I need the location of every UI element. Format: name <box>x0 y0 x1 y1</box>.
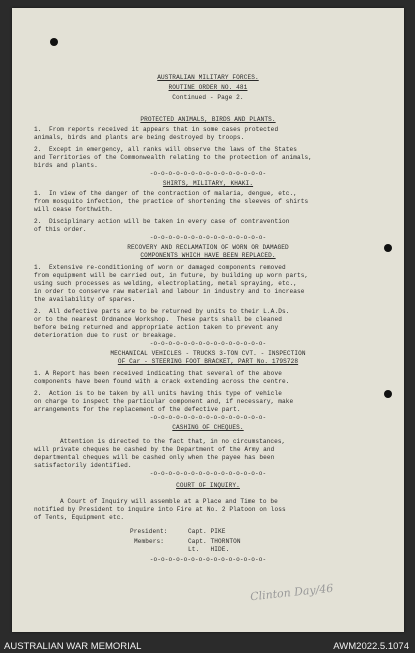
continued-note: Continued - Page 2. <box>172 94 244 101</box>
punch-hole-lower <box>384 390 392 398</box>
animals-p2-l3: birds and plants. <box>34 162 98 169</box>
cheques-l2: will private cheques be cashed by the Department of the Army and <box>34 446 275 453</box>
divider-5: -o-o-o-o-o-o-o-o-o-o-o-o-o-o-o- <box>149 470 267 477</box>
recovery-p1-l2: from equipment will be carried out, in future, by building up worn parts, <box>34 272 309 279</box>
recovery-heading-2: COMPONENTS WHICH HAVE BEEN REPLACED. <box>140 252 276 259</box>
cheques-l3: departmental cheques will be cashed only when the payee has been <box>34 454 275 461</box>
divider-1: -o-o-o-o-o-o-o-o-o-o-o-o-o-o-o- <box>149 170 267 177</box>
inquiry-heading: COURT OF INQUIRY. <box>176 482 240 489</box>
vehicles-p1-l1: 1. A Report has been received indicating that several of the above <box>34 370 282 377</box>
animals-p2-l1: 2. Except in emergency, all ranks will observe the laws of the States <box>34 146 297 153</box>
animals-p2-l2: and Territories of the Commonwealth relating to the protection of animals, <box>34 154 313 161</box>
cheques-l4: satisfactorily identified. <box>34 462 132 469</box>
handwritten-signature: Clinton Day/46 <box>249 581 334 604</box>
vehicles-p2-l2: on charge to inspect the particular component and, if necessary, make <box>34 398 294 405</box>
cheques-l1: Attention is directed to the fact that, in no circumstances, <box>60 438 286 445</box>
member-2: Lt. HIDE. <box>188 546 230 553</box>
recovery-p2-l4: deterioration due to rust or breakage. <box>34 332 177 339</box>
shirts-p1-l3: will cease forthwith. <box>34 206 113 213</box>
recovery-p2-l1: 2. All defective parts are to be returned by units to their L.A.Ds. <box>34 308 290 315</box>
vehicles-heading-2: OF Car - STEERING FOOT BRACKET, PART No. 179S728 <box>117 358 299 365</box>
inquiry-l1: A Court of Inquiry will assemble at a Place and Time to be <box>60 498 278 505</box>
member-1: Capt. THORNTON <box>188 538 241 545</box>
divider-3: -o-o-o-o-o-o-o-o-o-o-o-o-o-o-o- <box>149 340 267 347</box>
document-page <box>12 8 404 632</box>
footer-accession: AWM2022.5.1074 <box>333 641 409 652</box>
vehicles-heading-1: MECHANICAL VEHICLES - TRUCKS 3-TON CVT. - INSPECTION <box>110 350 306 357</box>
punch-hole-top <box>50 38 58 46</box>
recovery-p1-l4: in order to conserve raw material and labour in industry and to increase <box>34 288 305 295</box>
animals-p1-l1: 1. From reports received it appears that in some cases protected <box>34 126 279 133</box>
vehicles-p1-l2: components have been found with a crack extending across the centre. <box>34 378 290 385</box>
animals-p1-l2: animals, birds and plants are being destroyed by troops. <box>34 134 245 141</box>
animals-heading: PROTECTED ANIMALS, BIRDS AND PLANTS. <box>140 116 276 123</box>
recovery-heading-1: RECOVERY AND RECLAMATION OF WORN OR DAMAGED <box>127 244 289 251</box>
footer-source: AUSTRALIAN WAR MEMORIAL <box>4 641 142 652</box>
shirts-p2-l2: of this order. <box>34 226 87 233</box>
shirts-p1-l2: from mosquito infection, the practice of shortening the sleeves of shirts <box>34 198 309 205</box>
shirts-p1-l1: 1. In view of the danger of the contraction of malaria, dengue, etc., <box>34 190 297 197</box>
recovery-p2-l2: or to the nearest Ordnance Workshop. These parts shall be cleaned <box>34 316 282 323</box>
president-name: Capt. PIKE <box>188 528 226 535</box>
recovery-p1-l1: 1. Extensive re-conditioning of worn or damaged components removed <box>34 264 286 271</box>
divider-6: -o-o-o-o-o-o-o-o-o-o-o-o-o-o-o- <box>149 556 267 563</box>
cheques-heading: CASHING OF CHEQUES. <box>172 424 244 431</box>
recovery-p1-l5: the availability of spares. <box>34 296 136 303</box>
vehicles-p2-l1: 2. Action is to be taken by all units having this type of vehicle <box>34 390 282 397</box>
recovery-p2-l3: before being returned and appropriate action taken to prevent any <box>34 324 279 331</box>
org-title: AUSTRALIAN MILITARY FORCES. <box>157 74 259 81</box>
order-number: ROUTINE ORDER NO. 481 <box>168 84 248 91</box>
divider-2: -o-o-o-o-o-o-o-o-o-o-o-o-o-o-o- <box>149 234 267 241</box>
members-label: Members: <box>134 538 165 545</box>
shirts-heading: SHIRTS, MILITARY, KHAKI. <box>162 180 254 187</box>
president-label: President: <box>130 528 168 535</box>
vehicles-p2-l3: arrangements for the replacement of the defective part. <box>34 406 241 413</box>
inquiry-l3: of Tents, Equipment etc. <box>34 514 125 521</box>
shirts-p2-l1: 2. Disciplinary action will be taken in every case of contravention <box>34 218 290 225</box>
footer-bar <box>0 636 415 653</box>
recovery-p1-l3: using such processes as welding, electroplating, metal spraying, etc., <box>34 280 297 287</box>
divider-4: -o-o-o-o-o-o-o-o-o-o-o-o-o-o-o- <box>149 414 267 421</box>
inquiry-l2: notified by President to inquire into Fire at No. 2 Platoon on loss <box>34 506 286 513</box>
